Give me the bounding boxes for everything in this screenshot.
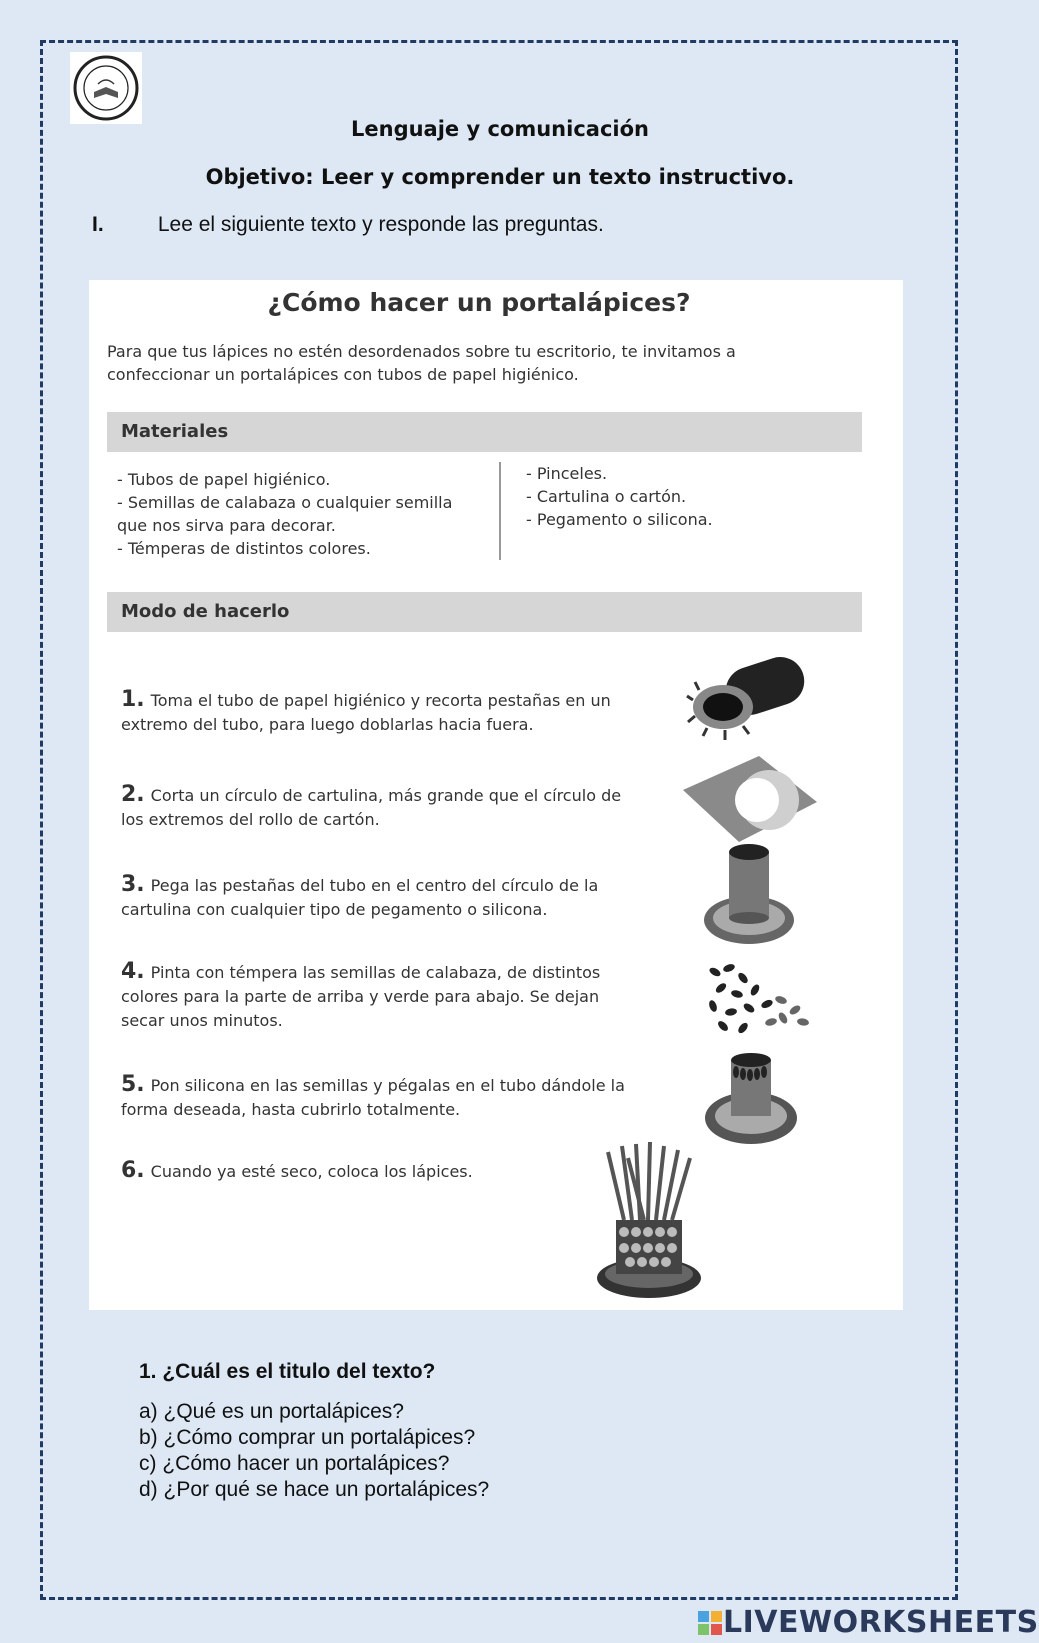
materials-left-list <box>117 468 452 560</box>
step-6 <box>121 1159 473 1184</box>
tube-with-tabs-image <box>685 652 815 751</box>
objective-text: Objetivo: Leer y comprender un texto instructivo. <box>205 165 795 189</box>
material-item: - Pinceles. <box>526 464 608 483</box>
materials-right-list <box>526 462 713 531</box>
material-item: - Semillas de calabaza o cualquier semilla <box>117 493 453 512</box>
intro-line: confeccionar un portalápices con tubos de papel higiénico. <box>107 365 579 384</box>
step-text: forma deseada, hasta cubrirlo totalmente. <box>121 1100 461 1119</box>
painted-seeds-image <box>703 960 818 1044</box>
materials-heading: Materiales <box>107 412 862 452</box>
method-heading: Modo de hacerlo <box>107 592 862 632</box>
step-number: 2. <box>121 782 145 807</box>
question-1 <box>139 1360 489 1503</box>
step-text: Corta un círculo de cartulina, más grande que el círculo de <box>150 786 622 805</box>
step-text: Toma el tubo de papel higiénico y recorta pestañas en un <box>150 691 611 710</box>
material-item: - Pegamento o silicona. <box>526 510 713 529</box>
step-text: los extremos del rollo de cartón. <box>121 810 380 829</box>
step-text: Pega las pestañas del tubo en el centro del círculo de la <box>150 876 599 895</box>
school-logo <box>70 52 142 124</box>
tube-on-base-image <box>699 842 799 956</box>
material-item: - Cartulina o cartón. <box>526 487 687 506</box>
liveworksheets-logo-icon <box>697 1610 723 1636</box>
step-4 <box>121 960 600 1033</box>
card-title: ¿Cómo hacer un portalápices? <box>267 288 691 317</box>
step-number: 5. <box>121 1072 145 1097</box>
step-3 <box>121 873 598 922</box>
answer-option-c[interactable]: c) ¿Cómo hacer un portalápices? <box>139 1452 450 1475</box>
cardboard-circle-image <box>679 750 819 849</box>
material-item: que nos sirva para decorar. <box>117 516 336 535</box>
material-item: - Tubos de papel higiénico. <box>117 470 331 489</box>
intro-paragraph <box>107 340 787 386</box>
brand-text: LIVEWORKSHEETS <box>723 1605 1039 1640</box>
step-number: 4. <box>121 959 145 984</box>
step-number: 3. <box>121 872 145 897</box>
step-5 <box>121 1073 625 1122</box>
liveworksheets-brand <box>697 1605 1039 1640</box>
answer-option-b[interactable]: b) ¿Cómo comprar un portalápices? <box>139 1426 476 1449</box>
step-text: Pinta con témpera las semillas de calabaza, de distintos <box>150 963 601 982</box>
answer-option-a[interactable]: a) ¿Qué es un portalápices? <box>139 1400 404 1423</box>
intro-line: Para que tus lápices no estén desordenados sobre tu escritorio, te invitamos a <box>107 342 736 361</box>
instruction <box>92 213 604 237</box>
step-number: 6. <box>121 1158 145 1183</box>
finished-pencil-holder-image <box>594 1140 704 1304</box>
subject-title: Lenguaje y comunicación <box>351 117 649 141</box>
step-text: Cuando ya esté seco, coloca los lápices. <box>150 1162 473 1181</box>
answer-option-d[interactable]: d) ¿Por qué se hace un portalápices? <box>139 1478 490 1501</box>
instruction-text: Lee el siguiente texto y responde las preguntas. <box>157 213 604 236</box>
instruction-number: I. <box>92 213 104 236</box>
step-2 <box>121 783 621 832</box>
step-text: cartulina con cualquier tipo de pegamento o silicona. <box>121 900 548 919</box>
reading-card <box>89 280 903 1310</box>
step-text: secar unos minutos. <box>121 1011 283 1030</box>
step-number: 1. <box>121 687 145 712</box>
step-text: Pon silicona en las semillas y pégalas en el tubo dándole la <box>150 1076 625 1095</box>
step-text: extremo del tubo, para luego doblarlas hacia fuera. <box>121 715 534 734</box>
step-text: colores para la parte de arriba y verde para abajo. Se dejan <box>121 987 600 1006</box>
step-1 <box>121 688 611 737</box>
tube-with-seeds-image <box>701 1050 801 1154</box>
materials-divider <box>499 462 501 560</box>
material-item: - Témperas de distintos colores. <box>117 539 371 558</box>
question-title: 1. ¿Cuál es el titulo del texto? <box>139 1360 436 1383</box>
